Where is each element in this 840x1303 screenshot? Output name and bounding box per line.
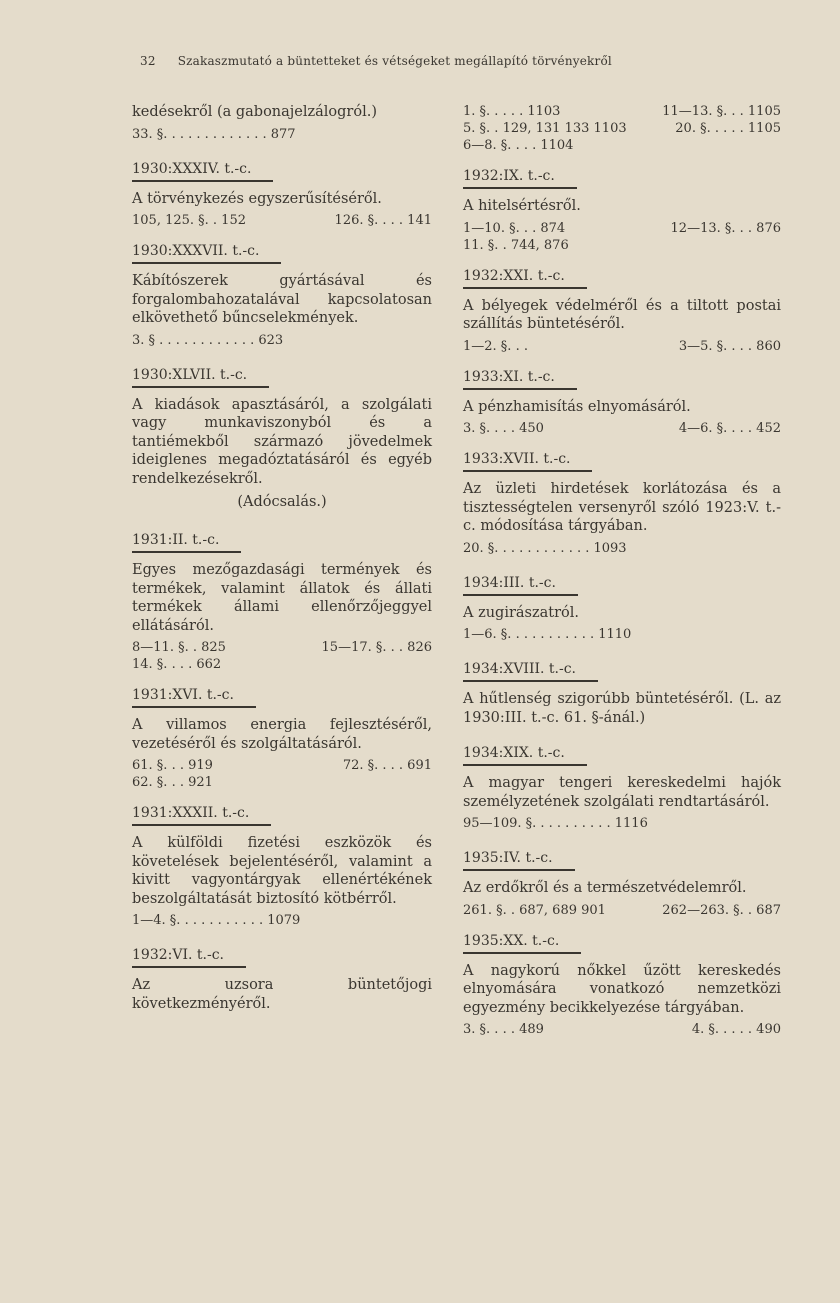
entry-text: A törvénykezés egyszerűsítéséről. [132,190,382,207]
entry-text: A hitelsértésről. [463,198,581,214]
entry-text: Az üzleti hirdetések korlátozása és a tisztességtelen versenyről szóló 1923:V. t.-c. módosítása tárgyában. [463,481,781,534]
entry-refs: 1. §. . . . . 1103 11—13. §. . . 1105 [463,104,781,119]
entry-text: A nagykorú nőkkel űzött kereskedés elnyomására vonatkozó nemzetközi egyezmény becikkelyezése tárgyában. [463,962,781,1016]
entry-refs: 261. §. . 687, 689 901 262—263. §. . 687 [463,902,781,918]
entry-refs: 5. §. . 129, 131 133 1103 20. §. . . . . 1105 [463,121,781,136]
entry-text: Kábítószerek gyártásával és forgalombahozatalával kapcsolatosan elkövethető bűncselekmények. [132,273,432,326]
entry-text: A villamos energia fejlesztéséről, vezetéséről és szolgáltatásáról. [132,717,432,752]
entry-refs: 14. §. . . . 662 [132,657,222,672]
entry-refs: 6—8. §. . . . 1104 [463,138,574,153]
running-title: Szakaszmutató a büntetteket és vétségeket megállapító törvényekről [177,54,612,68]
entry-text: A hűtlenség szigorúbb büntetéséről. (L. az 1930:III. t.-c. 61. §-ánál.) [463,691,781,726]
page-number: 32 [140,54,156,68]
entry-refs: 62. §. . . 921 [132,775,213,790]
entry-text: A magyar tengeri kereskedelmi hajók személyzetének szolgálati rendtartásáról. [463,775,781,810]
entry-refs: 3. § . . . . . . . . . . . . 623 [132,332,284,348]
law-heading: 1934:XIX. t.-c. [463,745,587,766]
law-heading: 1934:III. t.-c. [463,575,578,596]
law-heading: 1932:VI. t.-c. [132,947,246,968]
law-heading: 1933:XI. t.-c. [463,369,577,390]
left-column [132,103,432,1017]
running-header [140,54,780,68]
entry-refs: 1—2. §. . . 3—5. §. . . . 860 [463,338,781,354]
law-heading: 1933:XVII. t.-c. [463,451,592,472]
law-heading: 1935:XX. t.-c. [463,933,581,954]
entry-subtitle: (Adócsalás.) [237,494,327,510]
law-heading: 1931:XVI. t.-c. [132,687,256,708]
law-heading: 1932:IX. t.-c. [463,168,577,189]
entry-refs: 1—4. §. . . . . . . . . . . 1079 [132,913,301,928]
entry-refs: 33. §. . . . . . . . . . . . . 877 [132,126,296,142]
entry-refs: 1—10. §. . . 874 12—13. §. . . 876 [463,220,781,236]
entry-text: A zugirászatról. [463,604,580,621]
law-heading: 1932:XXI. t.-c. [463,268,587,289]
entry-refs: 8—11. §. . 825 15—17. §. . . 826 [132,640,432,655]
entry-text: Az uzsora büntetőjogi következményéről. [132,977,432,1012]
law-heading: 1931:XXXII. t.-c. [132,805,271,826]
entry-text: A bélyegek védelméről és a tiltott postai szállítás büntetéséről. [463,297,781,332]
entry-refs: 105, 125. §. . 152 126. §. . . . 141 [132,213,432,228]
law-heading: 1930:XXXIV. t.-c. [132,161,273,182]
law-heading: 1930:XXXVII. t.-c. [132,243,281,264]
entry-refs: 61. §. . . 919 72. §. . . . 691 [132,758,432,773]
law-heading: 1931:II. t.-c. [132,532,241,553]
entry-refs: 11. §. . 744, 876 [463,237,569,253]
entry-text: A pénzhamisítás elnyomásáról. [463,398,691,415]
law-heading: 1930:XLVII. t.-c. [132,367,269,388]
entry-text: Az erdőkről és a természetvédelemről. [463,880,747,896]
entry-text: kedésekről (a gabonajelzálogról.) [132,104,377,120]
entry-refs: 3. §. . . . 450 4—6. §. . . . 452 [463,421,781,436]
entry-refs: 1—6. §. . . . . . . . . . . 1110 [463,627,632,642]
entry-refs: 95—109. §. . . . . . . . . . 1116 [463,816,648,831]
entry-text: Egyes mezőgazdasági termények és termékek, valamint állatok és állati termékek állami ellenőrzőjeggyel ellátásáról. [132,562,432,634]
right-column [463,103,781,1038]
entry-refs: 3. §. . . . 489 4. §. . . . . 490 [463,1022,781,1037]
law-heading: 1934:XVIII. t.-c. [463,661,598,682]
entry-text: A kiadások apasztásáról, a szolgálati vagy munkaviszonyból és a tantiémekből származó jövedelmek ideiglenes megadóztatásáról és egyéb rendelkezésekről. [132,396,432,487]
entry-refs: 20. §. . . . . . . . . . . . 1093 [463,540,627,556]
law-heading: 1935:IV. t.-c. [463,850,575,871]
entry-text: A külföldi fizetési eszközök és követelések bejelentéséről, valamint a kivitt vagyontárgyak ellenértékének beszolgáltatását biztosító kötbérről. [132,835,432,907]
